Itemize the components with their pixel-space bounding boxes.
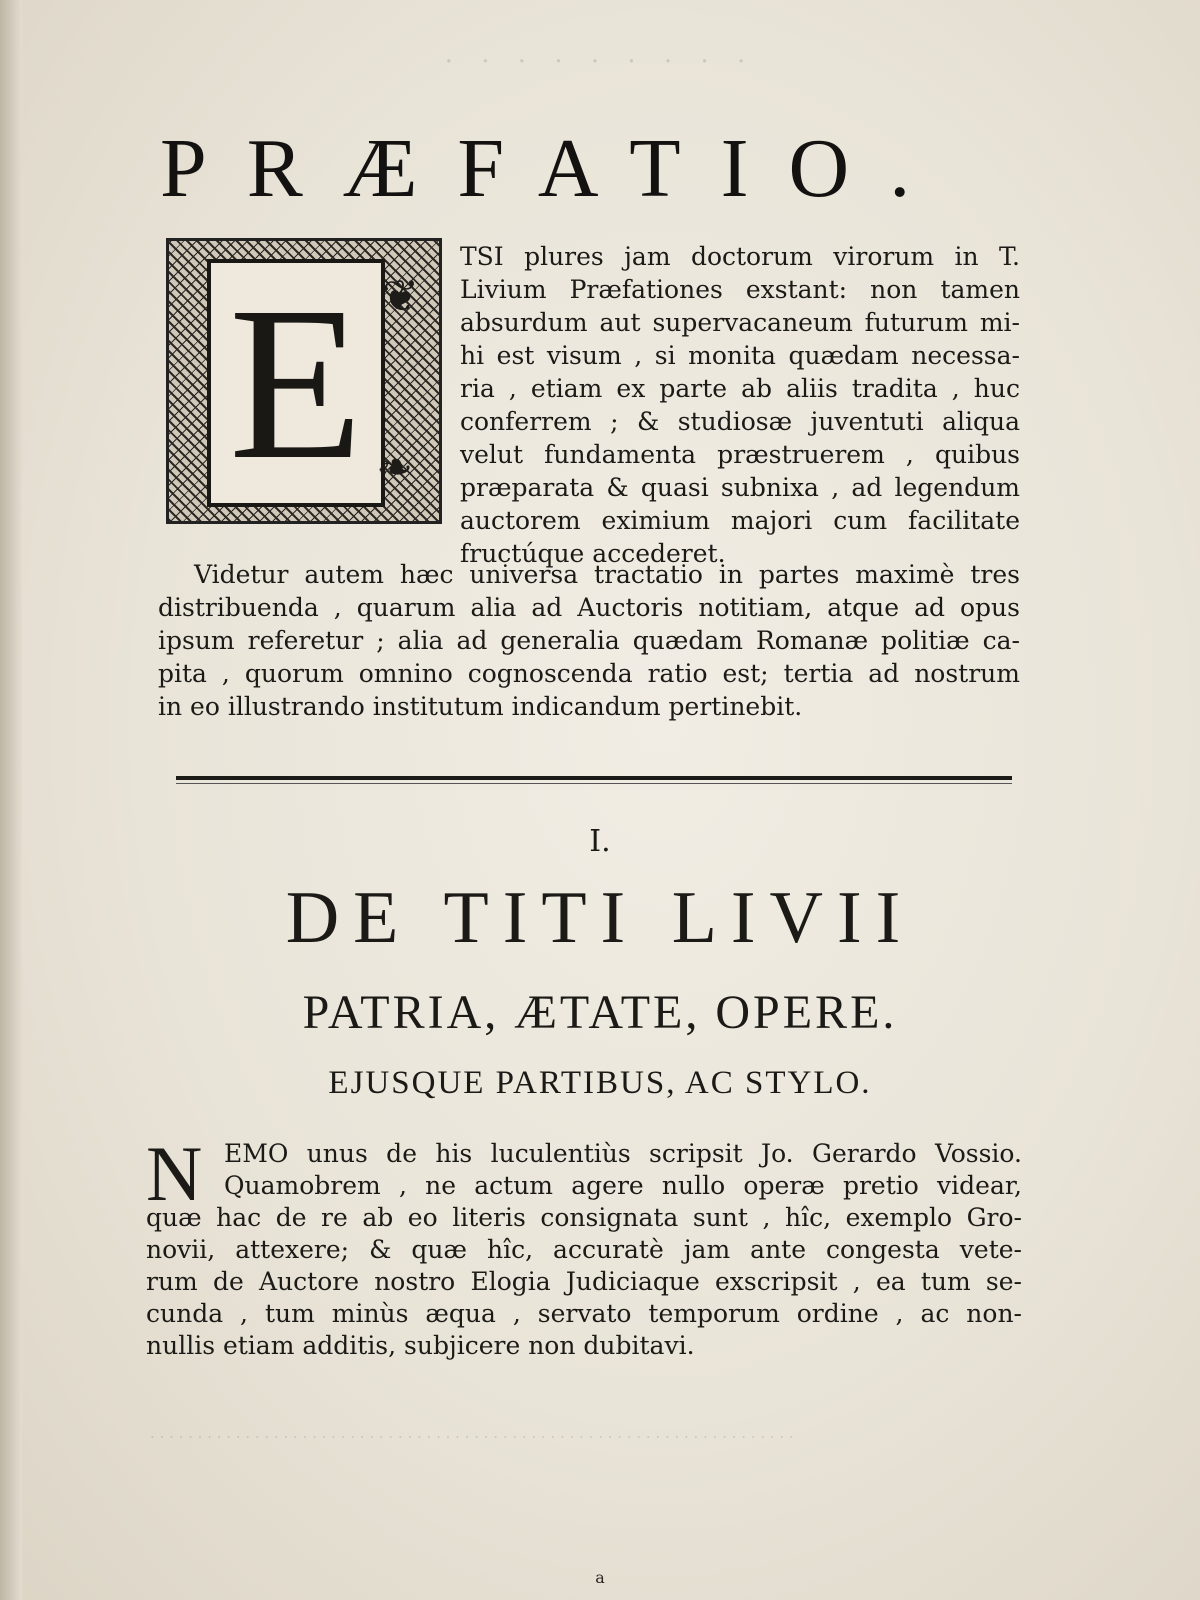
- bleed-through-text-bottom: · · · · · · · · · · · · · · · · · · · · · · · · · · · · · · · · · · · · · · · · · · · · · · · · · · · · · · · · · · · · · · · · · · · ·: [150, 1428, 794, 1446]
- text-line: conferrem ; & studiosæ juventuti aliqua: [460, 407, 1020, 436]
- text-line: absurdum aut supervacaneum futurum mi-: [460, 308, 1020, 337]
- text-line: novii, attexere; & quæ hîc, accuratè jam ante congesta vete-: [146, 1235, 1022, 1264]
- section-divider: [176, 776, 1012, 780]
- floral-ornament-icon: ❦: [382, 271, 419, 322]
- text-line: distribuenda , quarum alia ad Auctoris notitiam, atque ad opus: [158, 593, 1020, 622]
- decorated-initial-letter: E: [207, 259, 385, 507]
- text-line: cunda , tum minùs æqua , servato temporum ordine , ac non-: [146, 1299, 1022, 1328]
- paragraph-division: [158, 558, 1020, 723]
- text-line: præparata & quasi subnixa , ad legendum: [460, 473, 1020, 502]
- text-line: Videtur autem hæc universa tractatio in partes maximè tres: [194, 560, 1020, 589]
- decorated-initial: [166, 238, 442, 524]
- section-number: I.: [589, 824, 611, 859]
- text-line: in eo illustrando institutum indicandum pertinebit.: [158, 692, 803, 721]
- signature-mark: a: [595, 1568, 605, 1587]
- text-line: auctorem eximium majori cum facilitate: [460, 506, 1020, 535]
- text-line: pita , quorum omnino cognoscenda ratio est; tertia ad nostrum: [158, 659, 1020, 688]
- paragraph-vossius: [146, 1138, 1022, 1362]
- text-line: ipsum referetur ; alia ad generalia quædam Romanæ politiæ ca-: [158, 626, 1020, 655]
- page-title: PRÆFATIO.: [160, 122, 951, 215]
- floral-ornament-icon: ❧: [376, 442, 413, 493]
- drop-cap: N: [146, 1130, 203, 1217]
- text-line: TSI plures jam doctorum virorum in T.: [460, 242, 1020, 271]
- section-heading-minor: EJUSQUE PARTIBUS, AC STYLO.: [328, 1065, 872, 1101]
- text-line: EMO unus de his luculentiùs scripsit Jo. Gerardo Vossio.: [224, 1139, 1022, 1168]
- text-line: nullis etiam additis, subjicere non dubitavi.: [146, 1331, 695, 1360]
- text-line: rum de Auctore nostro Elogia Judiciaque exscripsit , ea tum se-: [146, 1267, 1022, 1296]
- section-heading-main: DE TITI LIVII: [285, 877, 915, 959]
- paragraph-opening: [460, 240, 1020, 570]
- text-line: hi est visum , si monita quædam necessa-: [460, 341, 1020, 370]
- bleed-through-text-top: · · · · · · · · ·: [444, 47, 756, 77]
- text-line: ria , etiam ex parte ab aliis tradita , huc: [460, 374, 1020, 403]
- text-line: Quamobrem , ne actum agere nullo operæ pretio videar,: [224, 1171, 1022, 1200]
- text-line: fructúque accederet.: [460, 539, 726, 568]
- text-line: quæ hac de re ab eo literis consignata sunt , hîc, exemplo Gro-: [146, 1203, 1022, 1232]
- text-line: velut fundamenta præstruerem , quibus: [460, 440, 1020, 469]
- section-heading-sub: PATRIA, ÆTATE, OPERE.: [302, 986, 898, 1039]
- page-binding-edge: [0, 0, 22, 1600]
- text-line: Livium Præfationes exstant: non tamen: [460, 275, 1020, 304]
